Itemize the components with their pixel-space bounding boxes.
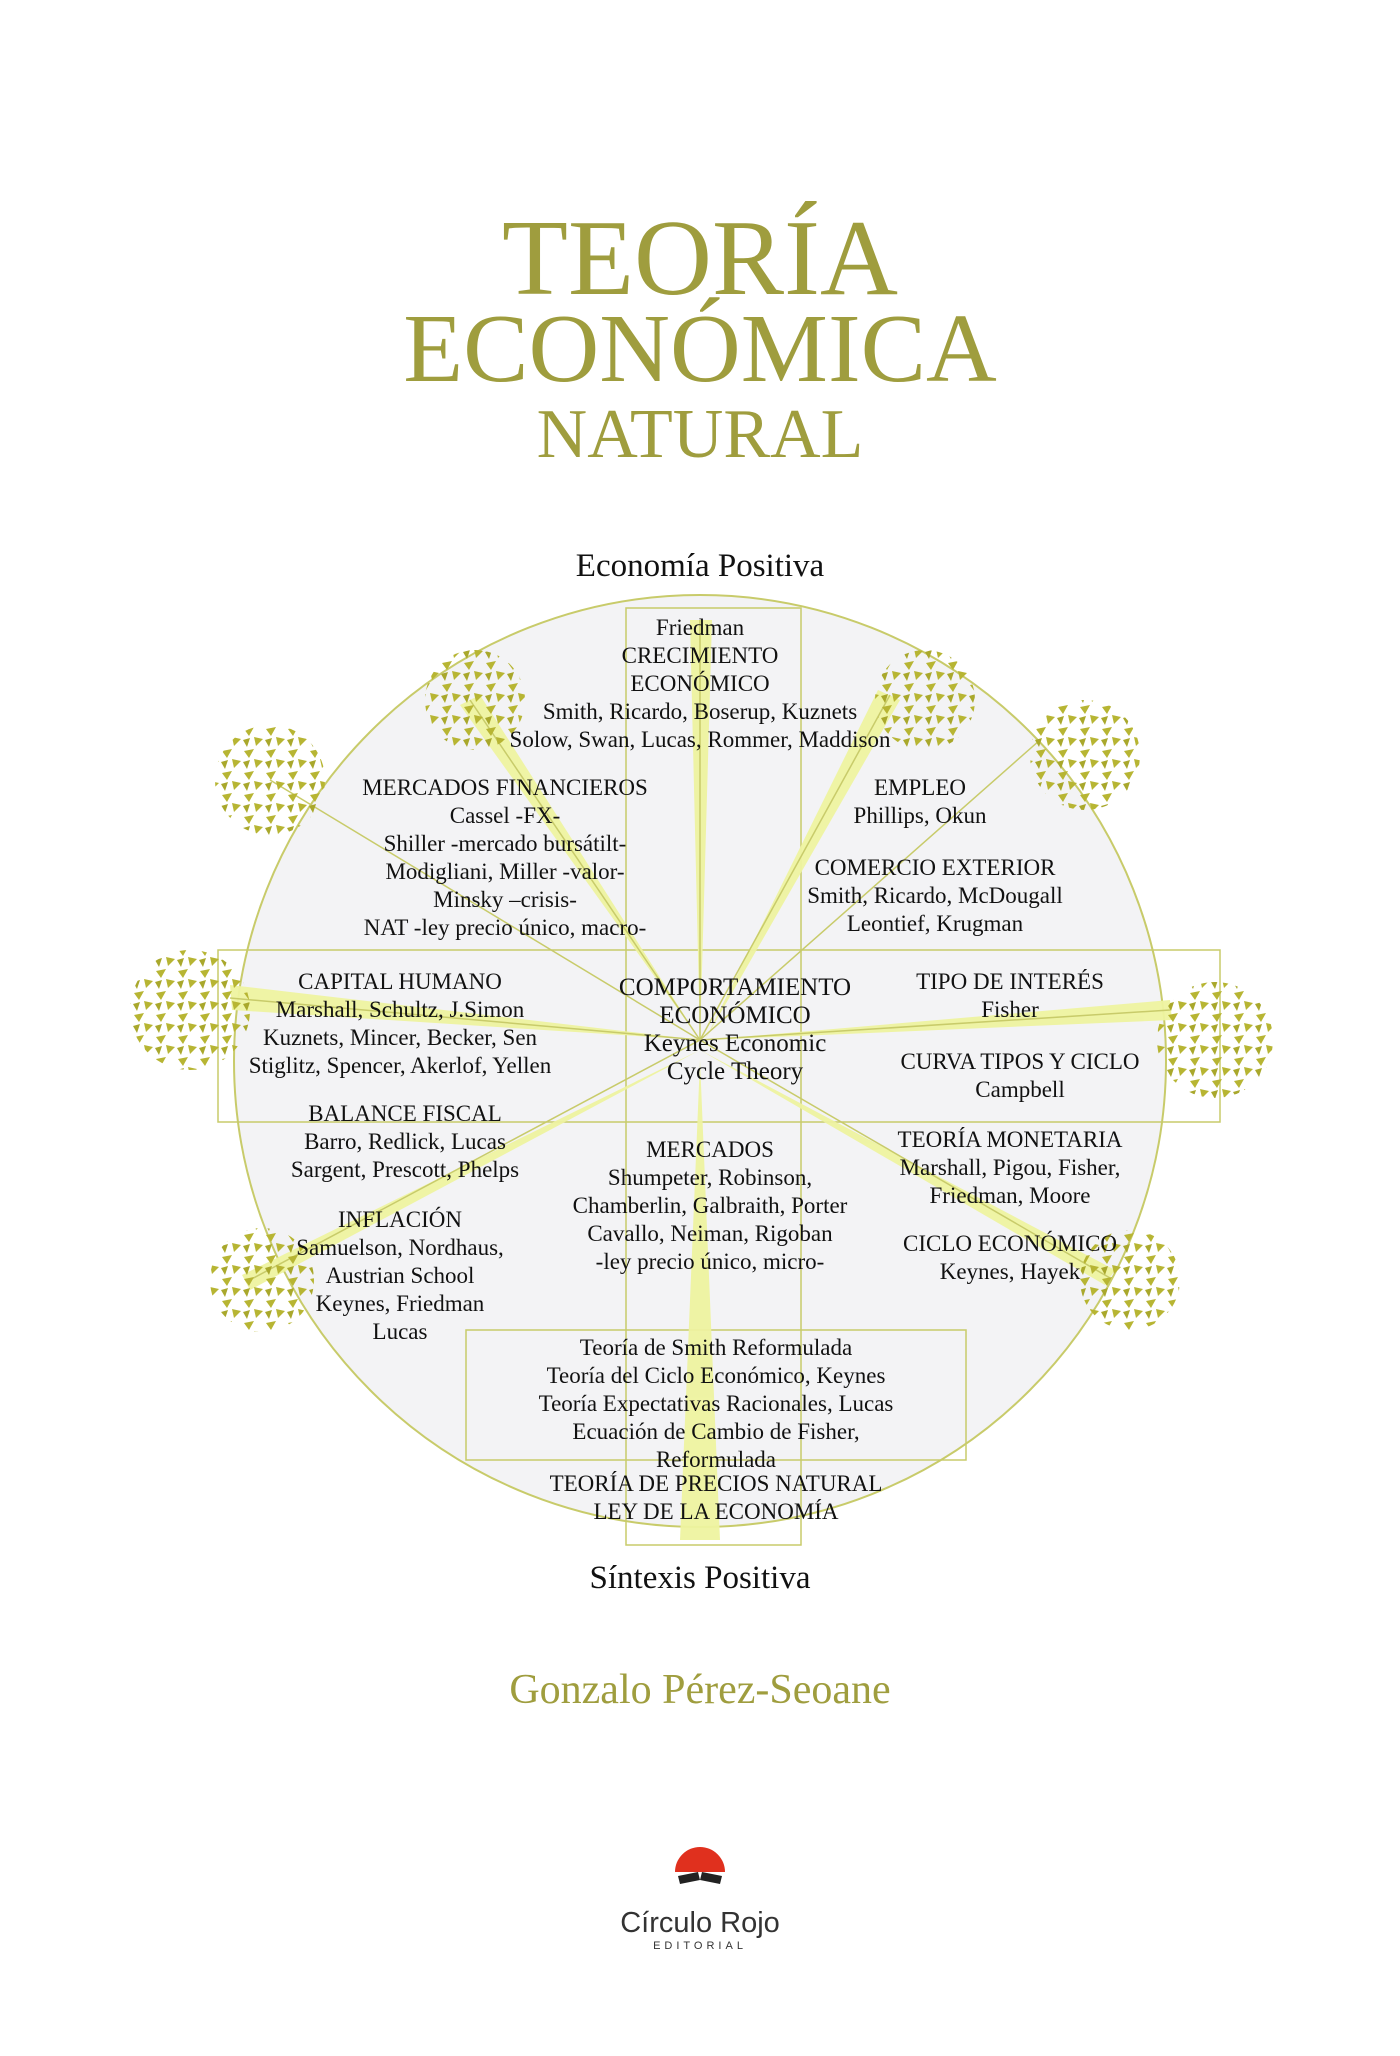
section-line: Ecuación de Cambio de Fisher, bbox=[572, 1419, 860, 1444]
section-line: Keynes, Hayek bbox=[939, 1259, 1081, 1284]
section-line: Friedman bbox=[655, 615, 745, 640]
section-line: ECONÓMICO bbox=[659, 1002, 811, 1029]
section-line: Chamberlin, Galbraith, Porter bbox=[572, 1193, 848, 1218]
section-capital-humano bbox=[230, 968, 570, 1080]
section-line: Reformulada bbox=[655, 1447, 777, 1472]
section-line: Austrian School bbox=[325, 1263, 475, 1288]
section-line: Smith, Ricardo, Boserup, Kuznets bbox=[542, 699, 858, 724]
foliage-right-upper bbox=[1030, 700, 1140, 810]
publisher-name: Círculo Rojo bbox=[620, 1907, 780, 1939]
section-line: Phillips, Okun bbox=[853, 803, 987, 828]
section-line: Lucas bbox=[372, 1319, 428, 1344]
section-line: CICLO ECONÓMICO bbox=[902, 1231, 1118, 1256]
section-empleo bbox=[800, 774, 1040, 830]
section-balance-fiscal bbox=[265, 1100, 545, 1184]
section-line: Cavallo, Neiman, Rigoban bbox=[587, 1221, 833, 1246]
publisher-subtitle: EDITORIAL bbox=[653, 1940, 747, 1952]
title-line-teoria: TEORÍA bbox=[502, 199, 898, 318]
section-line: TEORÍA DE PRECIOS NATURAL bbox=[549, 1471, 883, 1496]
section-line: MERCADOS FINANCIEROS bbox=[362, 775, 648, 800]
section-mercados-financieros bbox=[310, 774, 700, 942]
section-line: COMERCIO EXTERIOR bbox=[814, 855, 1056, 880]
foliage-left-upper bbox=[215, 725, 325, 835]
section-line: CURVA TIPOS Y CICLO bbox=[900, 1049, 1140, 1074]
section-line: Teoría Expectativas Racionales, Lucas bbox=[538, 1391, 894, 1416]
section-comportamiento bbox=[590, 974, 880, 1086]
section-line: Teoría de Smith Reformulada bbox=[579, 1335, 853, 1360]
section-line: CAPITAL HUMANO bbox=[298, 969, 502, 994]
section-line: Stiglitz, Spencer, Akerlof, Yellen bbox=[248, 1053, 552, 1078]
publisher-emblem-icon bbox=[670, 1838, 730, 1898]
section-comercio-exterior bbox=[770, 854, 1100, 938]
section-teoria-monetaria bbox=[860, 1126, 1160, 1210]
section-line: Keynes, Friedman bbox=[315, 1291, 485, 1316]
section-line: Cycle Theory bbox=[666, 1058, 804, 1085]
section-line: Marshall, Schultz, J.Simon bbox=[275, 997, 525, 1022]
title-line-economica: ECONÓMICA bbox=[403, 295, 997, 403]
diagram-bottom-label: Síntexis Positiva bbox=[589, 1560, 811, 1596]
section-curva-tipos bbox=[870, 1048, 1170, 1104]
section-line: TEORÍA MONETARIA bbox=[897, 1127, 1123, 1152]
section-line: Campbell bbox=[975, 1077, 1065, 1102]
section-line: Modigliani, Miller -valor- bbox=[385, 859, 625, 884]
section-line: Leontief, Krugman bbox=[846, 911, 1024, 936]
section-line: Friedman, Moore bbox=[929, 1183, 1091, 1208]
section-line: Fisher bbox=[981, 997, 1039, 1022]
section-line: TIPO DE INTERÉS bbox=[916, 969, 1104, 994]
section-line: Barro, Redlick, Lucas bbox=[304, 1129, 506, 1154]
section-line: Samuelson, Nordhaus, bbox=[296, 1235, 504, 1260]
section-line: MERCADOS bbox=[646, 1137, 774, 1162]
section-line: -ley precio único, micro- bbox=[595, 1249, 825, 1274]
section-precios-natural bbox=[466, 1470, 966, 1526]
section-line: ECONÓMICO bbox=[630, 671, 770, 696]
section-line: Keynes Economic bbox=[643, 1030, 827, 1057]
diagram-top-label: Economía Positiva bbox=[575, 548, 825, 584]
section-ciclo-economico bbox=[870, 1230, 1150, 1286]
section-crecimiento bbox=[450, 614, 950, 754]
section-line: Solow, Swan, Lucas, Rommer, Maddison bbox=[509, 727, 891, 752]
section-inflacion bbox=[255, 1206, 545, 1346]
section-tipo-interes bbox=[890, 968, 1130, 1024]
section-line: Cassel -FX- bbox=[449, 803, 561, 828]
publisher-logo bbox=[590, 1838, 810, 1952]
author-name: Gonzalo Pérez-Seoane bbox=[509, 1667, 891, 1713]
title-line-natural: NATURAL bbox=[536, 396, 864, 473]
section-line: Marshall, Pigou, Fisher, bbox=[899, 1155, 1121, 1180]
section-teorias bbox=[466, 1334, 966, 1474]
foliage-right-middle bbox=[1157, 982, 1273, 1098]
section-line: INFLACIÓN bbox=[338, 1207, 462, 1232]
section-line: Smith, Ricardo, McDougall bbox=[807, 883, 1063, 908]
section-line: COMPORTAMIENTO bbox=[618, 974, 852, 1001]
section-line: Teoría del Ciclo Económico, Keynes bbox=[546, 1363, 886, 1388]
section-line: EMPLEO bbox=[874, 775, 966, 800]
section-line: Shumpeter, Robinson, bbox=[607, 1165, 813, 1190]
section-line: BALANCE FISCAL bbox=[308, 1101, 502, 1126]
section-line: Sargent, Prescott, Phelps bbox=[290, 1157, 520, 1182]
section-line: NAT -ley precio único, macro- bbox=[363, 915, 647, 940]
section-mercados bbox=[520, 1136, 900, 1276]
section-line: Shiller -mercado bursátilt- bbox=[383, 831, 627, 856]
section-line: CRECIMIENTO bbox=[621, 643, 779, 668]
section-line: Minsky –crisis- bbox=[433, 887, 577, 912]
section-line: Kuznets, Mincer, Becker, Sen bbox=[262, 1025, 538, 1050]
section-line: LEY DE LA ECONOMÍA bbox=[593, 1499, 839, 1524]
